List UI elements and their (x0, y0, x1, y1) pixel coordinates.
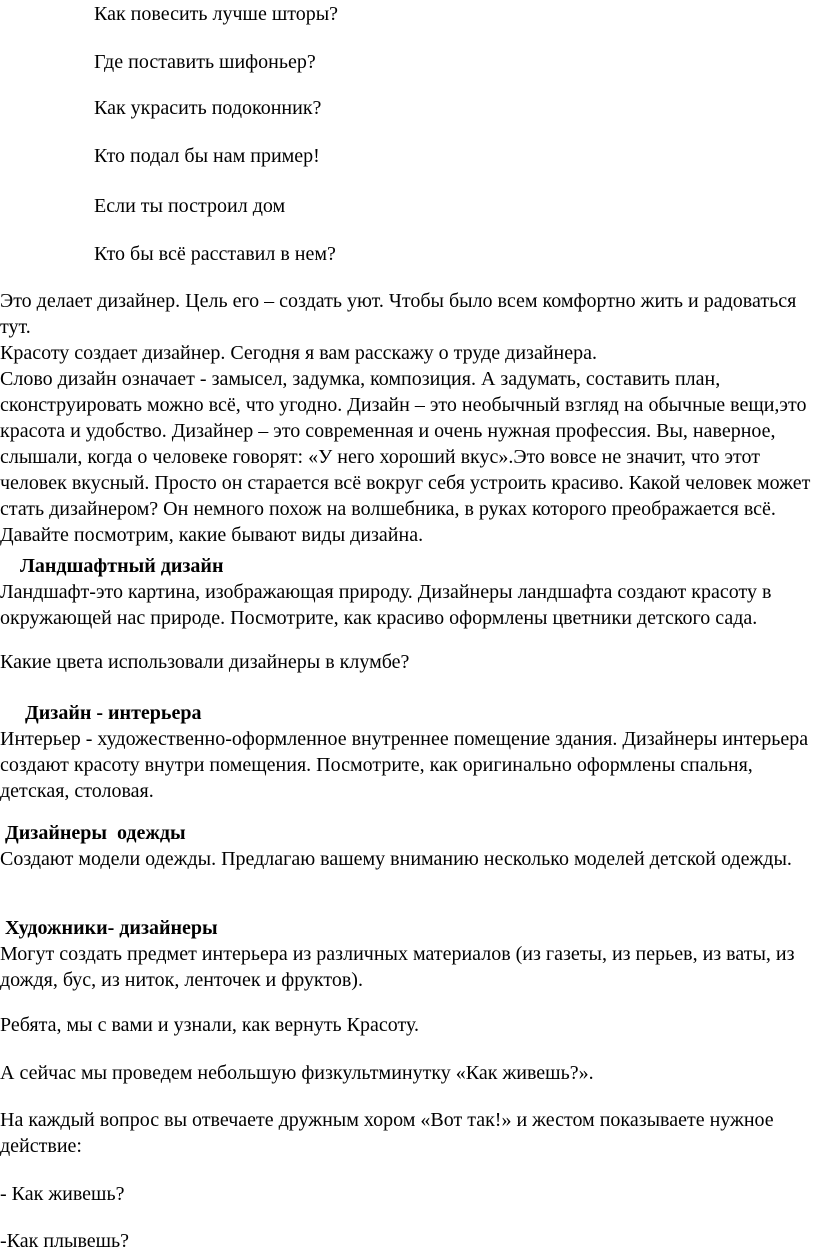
section-heading: Дизайнеры одежды (0, 822, 186, 844)
intro-paragraph: Красоту создает дизайнер. Сегодня я вам расскажу о труде дизайнера. (0, 342, 597, 364)
intro-paragraph: Это делает дизайнер. Цель его – создать уют. Чтобы было всем комфортно жить и радоваться тут. (0, 290, 797, 338)
closing-paragraph-3 (0, 1107, 816, 1159)
closing-text: А сейчас мы проведем небольшую физкультминутку «Как живешь?». (0, 1062, 594, 1084)
artists-section (0, 915, 816, 993)
section-text: Создают модели одежды. Предлагаю вашему вниманию несколько моделей детской одежды. (0, 848, 792, 870)
poem-line: Кто подал бы нам пример! (94, 145, 320, 167)
poem-line: Если ты построил дом (94, 195, 286, 217)
intro-block (0, 288, 816, 548)
section-text: Ландшафт-это картина, изображающая природу. Дизайнеры ландшафта создают красоту в окружающей нас природе. Посмотрите, как красиво оформлены цветники детского сада. (0, 581, 772, 629)
question-text: Какие цвета использовали дизайнеры в клумбе? (0, 651, 410, 673)
question-1 (0, 1181, 816, 1207)
closing-paragraph-2 (0, 1060, 816, 1086)
landscape-section (0, 553, 816, 631)
section-heading: Художники- дизайнеры (0, 917, 218, 939)
interior-section (0, 700, 816, 804)
poem-line: Как повесить лучше шторы? (94, 3, 339, 25)
section-heading: Ландшафтный дизайн (0, 555, 224, 577)
poem-line: Где поставить шифоньер? (94, 51, 316, 73)
closing-text: Ребята, мы с вами и узнали, как вернуть Красоту. (0, 1014, 419, 1036)
question-2 (0, 1228, 816, 1254)
section-text: Могут создать предмет интерьера из различных материалов (из газеты, из перьев, из ваты, из дождя, бус, из ниток, ленточек и фруктов). (0, 943, 795, 991)
poem-line: Как украсить подоконник? (94, 97, 322, 119)
closing-paragraph-1 (0, 1012, 816, 1038)
clothes-section (0, 820, 816, 872)
poem-line: Кто бы всё расставил в нем? (94, 243, 336, 265)
section-heading: Дизайн - интерьера (0, 702, 202, 724)
exercise-question: - Как живешь? (0, 1183, 125, 1205)
intro-paragraph: Слово дизайн означает - замысел, задумка, композиция. А задумать, составить план, сконструировать можно всё, что угодно. Дизайн – это необычный взгляд на обычные вещи,это красота и удобство. Дизайнер – это современная и очень нужная профессия. Вы, наверное, слышали, когда о человеке говорят: «У него хороший вкус».Это вовсе не значит, что этот человек вкусный. Просто он старается всё вокруг себя устроить красиво. Какой человек может стать дизайнером? Он немного похож на волшебника, в руках которого преображается всё. Давайте посмотрим, какие бывают виды дизайна. (0, 368, 811, 546)
exercise-question: -Как плывешь? (0, 1230, 130, 1252)
section-text: Интерьер - художественно-оформленное внутреннее помещение здания. Дизайнеры интерьера создают красоту внутри помещения. Посмотрите, как оригинально оформлены спальня, детская, столовая. (0, 728, 809, 802)
closing-text: На каждый вопрос вы отвечаете дружным хором «Вот так!» и жестом показываете нужное действие: (0, 1109, 774, 1157)
landscape-question (0, 649, 816, 675)
